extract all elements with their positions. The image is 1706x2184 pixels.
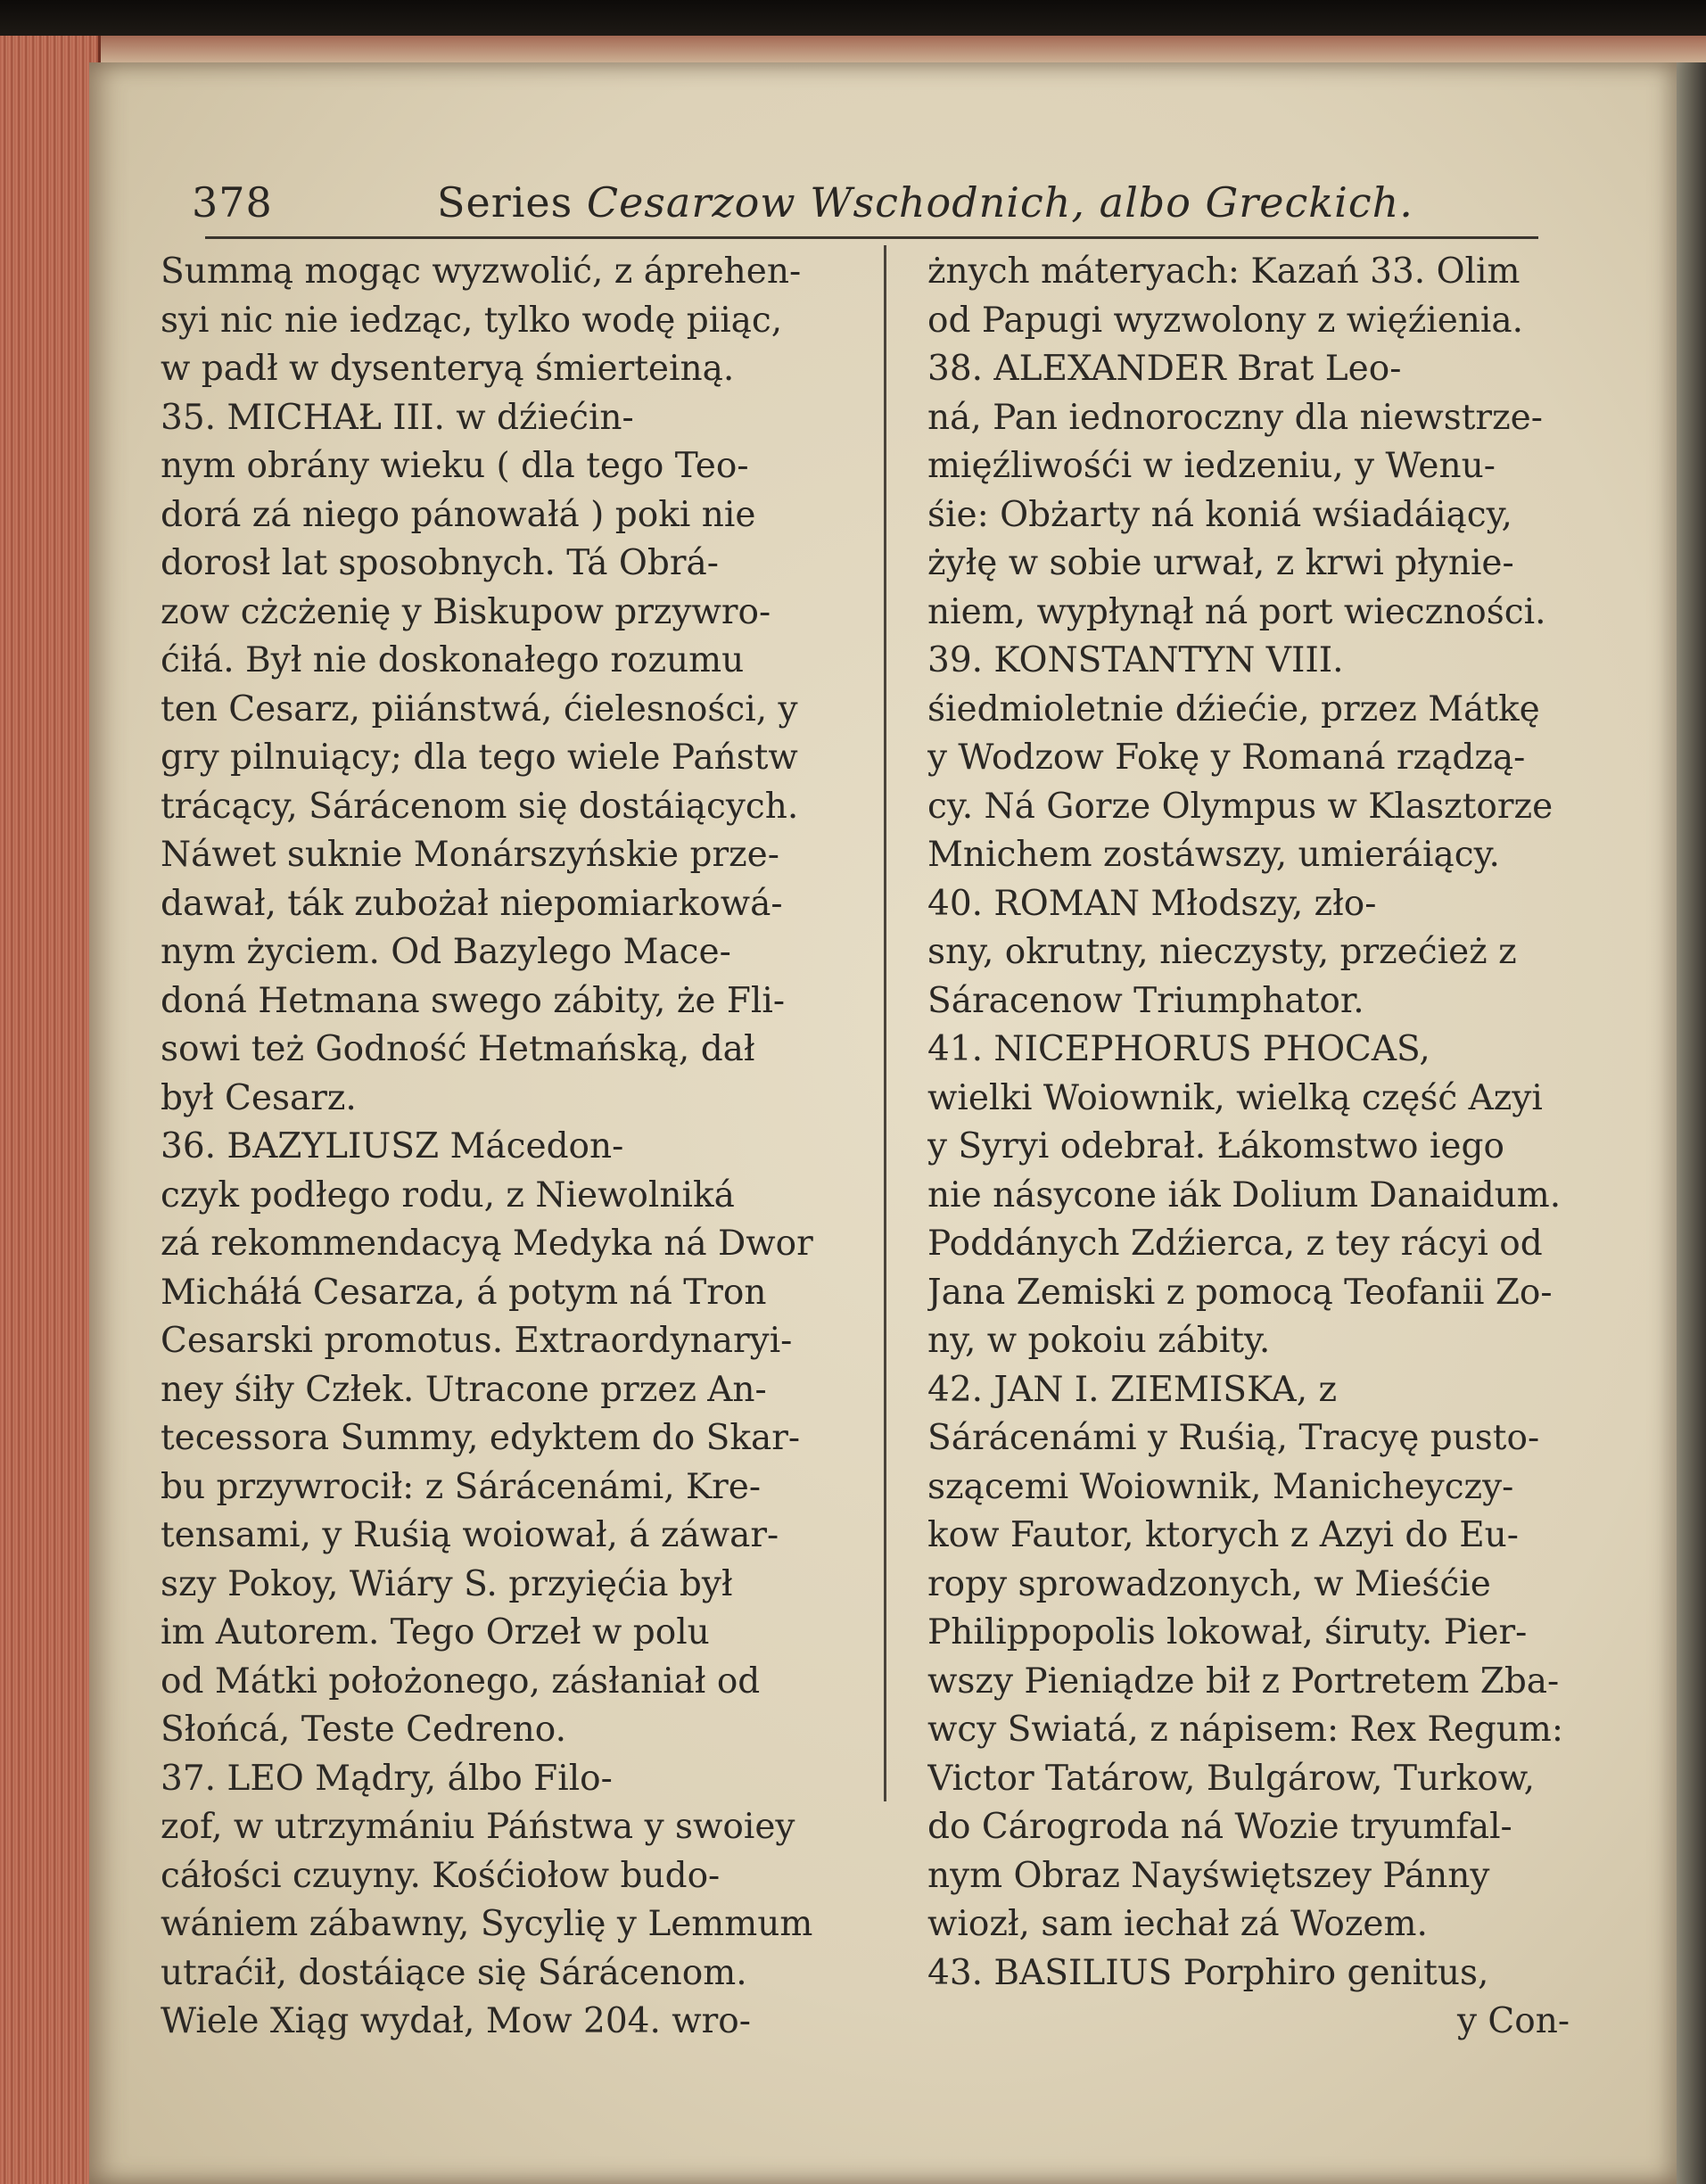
right-column: [927, 248, 1605, 2047]
text-line: czyk podłego rodu, z Niewolniká: [161, 1174, 735, 1216]
text-line: Sárácenámi y Ruśią, Tracyę pusto-: [927, 1418, 1540, 1458]
text-line: kow Fautor, ktorych z Azyi do Eu-: [927, 1515, 1519, 1555]
text-line: ná, Pan iednoroczny dla niewstrze-: [927, 397, 1543, 438]
text-line: bu przywrocił: z Sárácenámi, Kre-: [161, 1466, 762, 1507]
text-line: 35. MICHAŁ III. w dźiećin-: [161, 397, 634, 438]
running-title-roman: Series: [437, 178, 573, 227]
text-line: dawał, ták zubożał niepomiarkowá-: [161, 883, 783, 924]
text-line: ney śiły Człek. Utracone przez An-: [161, 1369, 767, 1410]
page-header: [192, 178, 1538, 241]
text-line: ćiłá. Był nie doskonałego rozumu: [161, 640, 745, 680]
text-line: wszy Pieniądze bił z Portretem Zba-: [927, 1661, 1560, 1702]
text-line: zow cżcżenię y Biskupow przywro-: [161, 591, 771, 632]
text-line: wiozł, sam iechał zá Wozem.: [927, 1904, 1428, 1944]
text-line: sowi też Godność Hetmańską, dał: [161, 1029, 755, 1069]
text-line: syi nic nie iedząc, tylko wodę piiąc,: [161, 300, 783, 341]
text-line: sny, okrutny, nieczysty, przećież z: [927, 932, 1517, 972]
text-line: śie: Obżarty ná koniá wśiadáiący,: [927, 494, 1512, 535]
text-line: Philippopolis lokował, śiruty. Pier-: [927, 1612, 1528, 1652]
text-line: tecessora Summy, edyktem do Skar-: [161, 1418, 801, 1458]
text-line: Jana Zemiski z pomocą Teofanii Zo-: [927, 1272, 1553, 1313]
text-line: im Autorem. Tego Orzeł w polu: [161, 1612, 710, 1652]
text-line: utraćił, dostáiące się Sárácenom.: [161, 1952, 747, 1993]
text-line: Cesarski promotus. Extraordynaryi-: [161, 1321, 793, 1361]
right-edge-shadow: [1677, 62, 1706, 2184]
header-rule: [205, 236, 1538, 239]
text-line: żyłę w sobie urwał, z krwi płynie-: [927, 543, 1514, 583]
text-line: Mnichem zostáwszy, umieráiący.: [927, 835, 1500, 875]
text-line: Micháłá Cesarza, á potym ná Tron: [161, 1272, 767, 1313]
text-line: 37. LEO Mądry, álbo Filo-: [161, 1758, 613, 1799]
text-line: dorosł lat sposobnych. Tá Obrá-: [161, 543, 719, 583]
text-line: mięźliwośći w iedzeniu, y Wenu-: [927, 446, 1496, 486]
text-line: śiedmioletnie dźiećie, przez Mátkę: [927, 688, 1540, 729]
text-line: Słońcá, Teste Cedreno.: [161, 1710, 566, 1750]
left-column: [161, 248, 865, 2047]
text-line: wániem zábawny, Sycylię y Lemmum: [161, 1904, 813, 1944]
text-line: 41. NICEPHORUS PHOCAS,: [927, 1029, 1430, 1069]
column-divider: [884, 245, 886, 1801]
catchword: y Con-: [1456, 2001, 1570, 2041]
text-line: Sáracenow Triumphator.: [927, 980, 1364, 1021]
text-line: cáłości czuyny. Kośćiołow budo-: [161, 1855, 721, 1896]
text-line: nie násycone iák Dolium Danaidum.: [927, 1174, 1562, 1216]
text-line: w padł w dysenteryą śmierteiną.: [161, 349, 735, 389]
text-line: Wiele Xiąg wydał, Mow 204. wro-: [161, 2001, 751, 2041]
text-line: 36. BAZYLIUSZ Mácedon-: [161, 1126, 624, 1166]
text-line: y Wodzow Fokę y Romaná rządzą-: [927, 738, 1526, 778]
text-line: 43. BASILIUS Porphiro genitus,: [927, 1952, 1489, 1993]
text-line: wielki Woiownik, wielką część Azyi: [927, 1077, 1543, 1118]
text-line: 38. ALEXANDER Brat Leo-: [927, 349, 1402, 389]
text-line: doná Hetmana swego zábity, że Fli-: [161, 980, 786, 1021]
text-line: żnych máteryach: Kazań 33. Olim: [927, 251, 1521, 292]
text-line: tensami, y Ruśią woiował, á záwar-: [161, 1515, 779, 1555]
text-line: ropy sprowadzonych, w Mieśćie: [927, 1563, 1491, 1604]
text-line: ny, w pokoiu zábity.: [927, 1321, 1271, 1361]
text-line: nym Obraz Nayświętszey Pánny: [927, 1855, 1490, 1896]
text-line: szącemi Woiownik, Manicheyczy-: [927, 1466, 1514, 1507]
text-line: nym życiem. Od Bazylego Mace-: [161, 932, 731, 972]
text-line: Náwet suknie Monárszyńskie prze-: [161, 835, 779, 875]
text-line: cy. Ná Gorze Olympus w Klasztorze: [927, 786, 1554, 827]
text-line: był Cesarz.: [161, 1077, 357, 1118]
text-line: 39. KONSTANTYN VIII.: [927, 640, 1344, 680]
text-line: od Mátki położonego, zásłaniał od: [161, 1661, 761, 1702]
text-line: 42. JAN I. ZIEMISKA, z: [927, 1369, 1338, 1410]
text-line: gry pilnuiący; dla tego wiele Państw: [161, 738, 798, 778]
text-line: niem, wypłynął ná port wieczności.: [927, 591, 1546, 632]
text-line: ten Cesarz, piiánstwá, ćielesności, y: [161, 688, 798, 729]
text-line: zof, w utrzymániu Páństwa y swoiey: [161, 1807, 795, 1847]
text-line: zá rekommendacyą Medyka ná Dwor: [161, 1224, 813, 1264]
text-line: Victor Tatárow, Bulgárow, Turkow,: [927, 1758, 1535, 1799]
text-line: trácący, Sárácenom się dostáiących.: [161, 786, 799, 827]
text-line: wcy Swiatá, z nápisem: Rex Regum:: [927, 1710, 1564, 1750]
text-line: do Cárogroda ná Wozie tryumfal-: [927, 1807, 1512, 1847]
text-line: szy Pokoy, Wiáry S. przyięćia był: [161, 1563, 733, 1604]
text-line: nym obrány wieku ( dla tego Teo-: [161, 446, 749, 486]
running-title-italic: Cesarzow Wschodnich, albo Greckich.: [586, 178, 1413, 227]
text-line: Summą mogąc wyzwolić, z áprehen-: [161, 251, 802, 292]
page-block-edge: [0, 36, 101, 2184]
text-line: od Papugi wyzwolony z więźienia.: [927, 300, 1524, 341]
page-number: 378: [192, 178, 273, 227]
text-line: dorá zá niego pánowałá ) poki nie: [161, 494, 756, 535]
text-line: 40. ROMAN Młodszy, zło-: [927, 883, 1377, 924]
text-line: y Syryi odebrał. Łákomstwo iego: [927, 1126, 1504, 1166]
running-title: [437, 178, 1413, 227]
text-line: Poddánych Zdźierca, z tey rácyi od: [927, 1224, 1543, 1264]
